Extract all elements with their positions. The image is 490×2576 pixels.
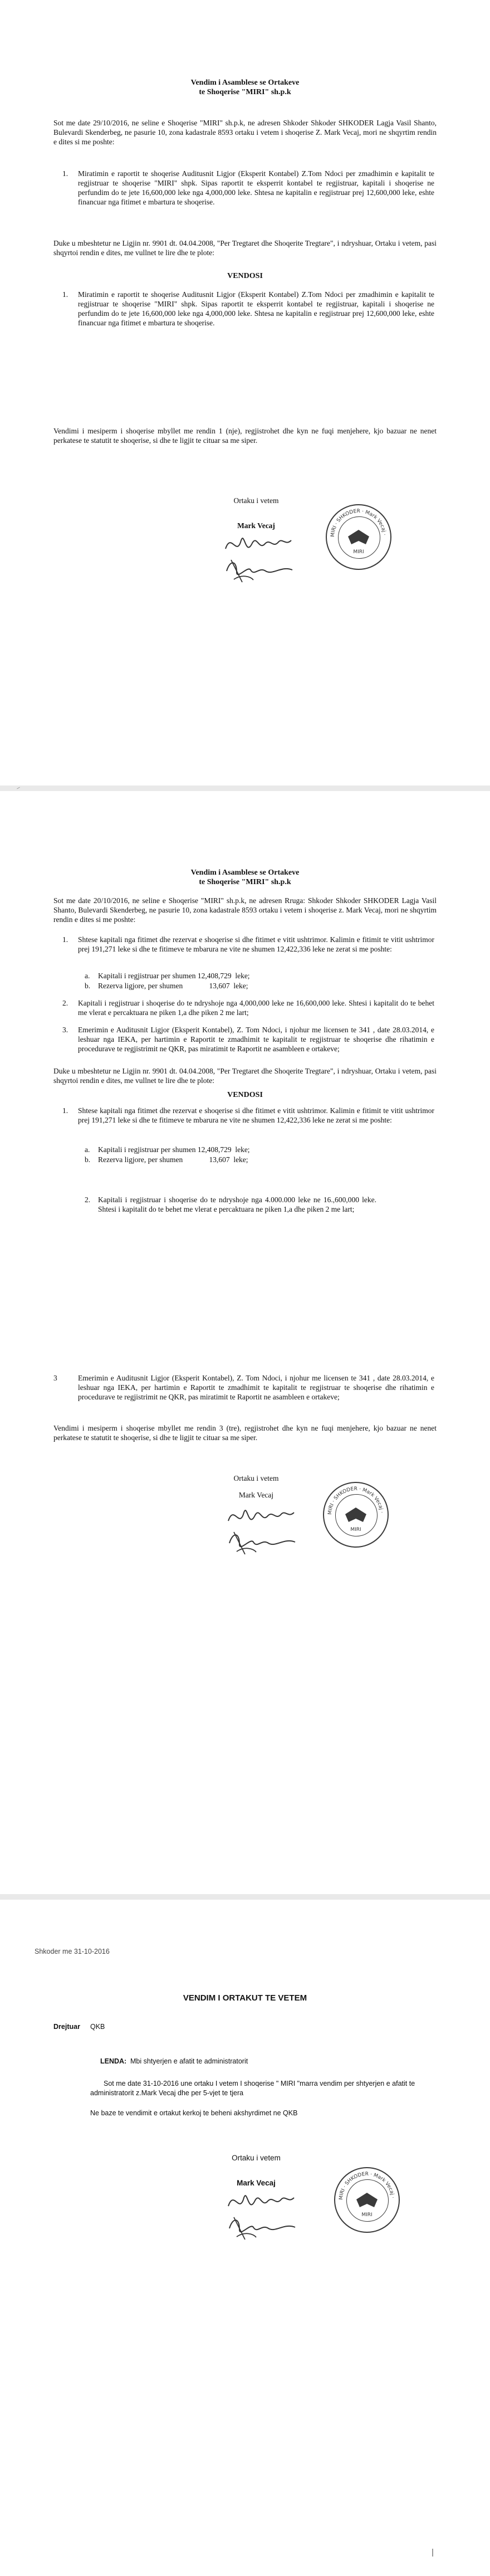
page2-item2-number: 2. <box>62 999 68 1007</box>
page3-title: VENDIM I ORTAKUT TE VETEM <box>183 1993 307 2003</box>
page2-d-item1-a-letter: a. <box>85 1145 90 1154</box>
page1-law-paragraph: Duke u mbeshtetur ne Ligjin nr. 9901 dt. 04.04.2008, "Per Tregtaret dhe Shoqerite Tregtare", i ndryshuar, Ortaku i vetem, pasi shqyrtoi rendin e dites, me vullnet te lire dhe te plote: <box>53 239 437 257</box>
stamp-center-text: MIRI <box>361 2212 373 2218</box>
page1-agenda-number: 1. <box>62 169 68 178</box>
page1-agenda-item: Miratimin e raportit te shoqerise Auditusnit Ligjor (Eksperit Kontabel) Z.Tom Ndoci per zmadhimin e kapitalit te regjistruar te shoqerise "MIRI" shpk. Sipas raportit te eksperrit kontabel te regjistruar, kapitali i shoqerise ne perfundim do te jete 16,600,000 leke nga 4,000,000 leke. Shtesa ne kapitalin e regjistruar prej 12,600,000 leke, eshte financuar nga fitimet e mbartura te shoqerise. <box>78 169 434 206</box>
page2-item1: Shtese kapitali nga fitimet dhe rezervat e shoqerise si dhe fitimet e vitit ushtrimor. Kalimin e fitimit te vitit ushtrimor prej 191,271 leke si dhe te fitimeve te mbarura ne vite ne shumen 12,422,336 leke ne zerat si me poshte: <box>78 935 434 953</box>
page3-signature <box>223 2184 317 2245</box>
page2-d-item1-b: Rezerva ligjore, per shumen 13,607 leke; <box>98 1155 248 1164</box>
page2-d-item1: Shtese kapitali nga fitimet dhe rezervat e shoqerise si dhe fitimet e vitit ushtrimor. Kalimin e fitimit te vitit ushtrimor prej 191,271 leke si dhe te fitimeve te mbarura ne vite ne shumen 12,422,336 leke ne zerat si me poshte: <box>78 1106 434 1124</box>
page1-signer-name: Mark Vecaj <box>237 521 275 530</box>
page2-d-item1-b-letter: b. <box>85 1155 91 1164</box>
page3-place-date: Shkoder me 31-10-2016 <box>35 1948 110 1955</box>
page2-item1-a: Kapitali i regjistruar per shumen 12,408,729 leke; <box>98 972 250 980</box>
page2-company-stamp <box>323 1482 389 1548</box>
page3-addressee-label: Drejtuar <box>53 2023 80 2031</box>
page3-body-1: Sot me date 31-10-2016 une ortaku I vetem I shoqerise " MIRI "marra vendim per shtyerjen e afatit te administratorit z.Mark Vecaj dhe per 5-vjet te tjera <box>90 2080 415 2097</box>
page2-signature <box>223 1499 317 1560</box>
page1-closing: Vendimi i mesiperm i shoqerise mbyllet me rendin 1 (nje), regjistrohet dhe kyn ne fuqi menjehere, kjo bazuar ne nenet perkatese te statutit te shoqerise, si dhe te ligjit te cituar sa me siper. <box>53 427 437 445</box>
page2-item1-number: 1. <box>62 935 68 944</box>
page2-item3: Emerimin e Auditusnit Ligjor (Eksperit Kontabel), Z. Tom Ndoci, i njohur me licensen te 341 , date 28.03.2014, e leshuar nga IEKA, per hartimin e Raportit te zmadhimit te kapitalit te regjistruar te shoqerise dhe rihatimin e procedurave te regjistrimit ne QKR, pas miratimit te Raportit ne asambleen e ortakeve; <box>78 1026 434 1053</box>
page2-law-paragraph: Duke u mbeshtetur ne Ligjin nr. 9901 dt. 04.04.2008, "Per Tregtaret dhe Shoqerite Tregtare", i ndryshuar, Ortaku i vetem, pasi shqyrtoi rendin e dites, me vullnet te lire dhe te plote: <box>53 1067 437 1085</box>
page2-d-item1-a: Kapitali i regjistruar per shumen 12,408,729 leke; <box>98 1145 250 1154</box>
page2-item1-b-letter: b. <box>85 982 91 990</box>
page2-closing: Vendimi i mesiperm i shoqerise mbyllet me rendin 3 (tre), regjistrohet dhe kyn ne fuqi menjehere, kjo bazuar ne nenet perkatese te statutit te shoqerise, si dhe te ligjit te cituar sa me siper. <box>53 1424 437 1442</box>
page1-signer-role: Ortaku i vetem <box>233 496 279 505</box>
page3-subject: Mbi shtyerjen e afatit te administratorit <box>130 2057 248 2065</box>
page1-decision-number: 1. <box>62 290 68 299</box>
page2-item1-b: Rezerva ligjore, per shumen 13,607 leke; <box>98 982 248 990</box>
page2-signer-role: Ortaku i vetem <box>233 1474 279 1482</box>
page3-signer-role: Ortaku i vetem <box>232 2154 281 2162</box>
page2-subtitle: te Shoqerise "MIRI" sh.p.k <box>199 878 291 886</box>
page2-d-item1-number: 1. <box>62 1106 68 1115</box>
page3-company-stamp <box>334 2167 400 2233</box>
page1-intro: Sot me date 29/10/2016, ne seline e Shoqerise "MIRI" sh.p.k, ne adresen Shkoder Shkoder SHKODER Lagja Vasil Shanto, Bulevardi Skenderbeg, ne pasurie 10, zona kadastrale 8593 ortaku i vetem i shoqerise Z. Mark Vecaj, mori ne shqyrtim rendin e dites si me poshte: <box>53 119 437 146</box>
page2-intro: Sot me date 20/10/2016, ne seline e Shoqerise "MIRI" sh.p.k, ne adresen Rruga: Shkoder Shkoder SHKODER Lagja Vasil Shanto, Bulevardi Skenderbeg, ne pasurie 10, zona kadastrale 8593 ortaku i vetem i shoqerise z. Mark Vecaj, mori ne shqyrtim rendin e dites si me poshte: <box>53 896 437 924</box>
page2-item2: Kapitali i regjistruar i shoqerise do te ndryshoje nga 4,000,000 leke ne 16,600,000 leke. Shtesi i kapitalit do te behet me vlerat e percaktuara ne piken 1,a dhe piken 2 me lart; <box>78 999 434 1017</box>
page1-title: Vendim i Asamblese se Ortakeve <box>190 79 300 87</box>
page3-addressee: QKB <box>90 2023 105 2031</box>
page1-signature <box>220 526 315 588</box>
page2-signer-name: Mark Vecaj <box>238 1491 274 1499</box>
page2-title: Vendim i Asamblese se Ortakeve <box>190 869 300 877</box>
page3-body-2: Ne baze te vendimit e ortakut kerkoj te beheni akshyrdimet ne QKB <box>90 2109 298 2117</box>
page2-item1-a-letter: a. <box>85 972 90 980</box>
scan-mark <box>432 2549 433 2557</box>
page2-item3-number: 3. <box>62 1026 68 1034</box>
stamp-ring-text: MIRI · SHKODER · Mark Vecaj · <box>330 508 387 538</box>
page1-decision-heading: VENDOSI <box>227 272 263 280</box>
page1-subtitle: te Shoqerise "MIRI" sh.p.k <box>199 88 291 96</box>
stamp-ring-text: MIRI · SHKODER · Mark Vecaj · <box>338 2171 395 2201</box>
stamp-ring-text: MIRI · SHKODER · Mark Vecaj · <box>327 1486 384 1515</box>
page3-subject-label: LENDA: <box>100 2057 127 2065</box>
page3-signer-name: Mark Vecaj <box>237 2179 276 2187</box>
document-page-3 <box>0 1900 490 2576</box>
page2-decision-heading: VENDOSI <box>227 1091 263 1099</box>
page2-d-item3-number: 3 <box>53 1374 57 1382</box>
document-page-1 <box>0 0 490 786</box>
page1-company-stamp <box>326 504 391 570</box>
page2-d-item3: Emerimin e Auditusnit Ligjor (Eksperit Kontabel), Z. Tom Ndoci, i njohur me licensen te 341 , date 28.03.2014, e leshuar nga IEKA, per hartimin e Raportit te zmadhimit te kapitalit te regjistruar te shoqerise dhe rihatimin e procedurave te regjistrimit ne QKR, pas miratimit te Raportit ne asambleen e ortakeve; <box>78 1374 434 1401</box>
page1-decision-item: Miratimin e raportit te shoqerise Auditusnit Ligjor (Eksperit Kontabel) Z.Tom Ndoci per zmadhimin e kapitalit te regjistruar te shoqerise "MIRI" shpk. Sipas raportit te eksperrit kontabel te regjistruar, kapitali i shoqerise ne perfundim do te jete 16,600,000 leke nga 4,000,000 leke. Shtesa ne kapitalin e regjistruar prej 12,600,000 leke, eshte financuar nga fitimet e mbartura te shoqerise. <box>78 290 434 327</box>
page2-d-item2-number: 2. <box>85 1196 91 1204</box>
stamp-center-text: MIRI <box>353 549 364 555</box>
page2-d-item2: Kapitali i regjistruar i shoqerise do te ndryshoje nga 4.000.000 leke ne 16.,600,000 leke. Shtesi i kapitalit do te behet me vlerat e percaktuara ne piken 1,a dhe piken 2 me lart; <box>98 1196 376 1213</box>
stamp-center-text: MIRI <box>350 1527 361 1533</box>
document-page-2 <box>0 791 490 1894</box>
